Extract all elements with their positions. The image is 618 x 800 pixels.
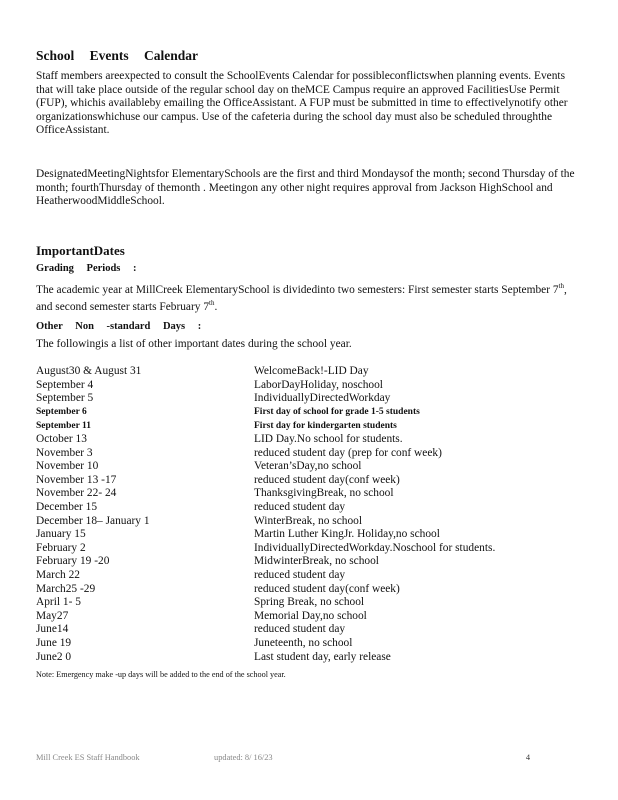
date-cell: June2 0 [36, 650, 72, 663]
date-cell: August30 & August 31 [36, 365, 142, 378]
event-cell: LaborDayHoliday, noschool [254, 378, 383, 391]
date-cell: March 22 [36, 569, 80, 582]
date-row [36, 555, 584, 569]
date-row [36, 542, 584, 556]
other-days-text: The followingis a list of other important dates during the school year. [36, 337, 352, 350]
event-cell: reduced student day (prep for conf week) [254, 446, 442, 459]
date-cell: November 13 -17 [36, 473, 117, 486]
date-cell: September 4 [36, 378, 94, 391]
note: Note: Emergency make -up days will be added to the end of the school year. [36, 670, 286, 680]
date-row [36, 487, 584, 501]
date-row [36, 365, 584, 379]
event-cell: LID Day.No school for students. [254, 433, 403, 446]
date-cell: September 5 [36, 392, 94, 405]
date-row [36, 528, 584, 542]
event-cell: MidwinterBreak, no school [254, 555, 379, 568]
date-cell: April 1- 5 [36, 596, 81, 609]
date-row [36, 623, 584, 637]
date-cell: November 10 [36, 460, 99, 473]
event-cell: reduced student day [254, 569, 346, 582]
date-row [36, 501, 584, 515]
event-cell: First day of school for grade 1-5 students [254, 406, 420, 417]
date-row [36, 651, 584, 665]
date-row [36, 515, 584, 529]
event-cell: Last student day, early release [254, 650, 391, 663]
footer-page-number: 4 [525, 753, 530, 762]
calendar-paragraph-1: Staff members areexpected to consult the SchoolEvents Calendar for possibleconflictswhen planning events. Events that will take place outside of the regular school day on theMCE Campus require an approved FacilitiesUse Permit (FUP), whichis availableby emailing the OfficeAssistant. A FUP must be submitted in time to effectivelynotify other organizationswhichuse our campus. Use of the cafeteria during the school day must also be scheduled throughthe OfficeAssistant. [36, 70, 568, 137]
date-row [36, 569, 584, 583]
document-page [36, 48, 584, 679]
footer-handbook-title: Mill Creek ES Staff Handbook [36, 753, 140, 762]
other-days-heading: Other Non -standard Days : [36, 320, 202, 332]
date-cell: December 18– January 1 [36, 514, 150, 527]
event-cell: Memorial Day,no school [254, 609, 367, 622]
date-cell: December 15 [36, 501, 98, 514]
date-row [36, 583, 584, 597]
date-cell: September 11 [36, 420, 91, 431]
date-row [36, 610, 584, 624]
event-cell: IndividuallyDirectedWorkday [254, 392, 391, 405]
date-cell: February 19 -20 [36, 555, 110, 568]
date-row [36, 392, 584, 406]
event-cell: Martin Luther KingJr. Holiday,no school [254, 528, 440, 541]
dates-list [36, 365, 584, 664]
date-row [36, 447, 584, 461]
date-cell: November 3 [36, 446, 93, 459]
date-cell: February 2 [36, 541, 86, 554]
event-cell: Spring Break, no school [254, 596, 365, 609]
event-cell: reduced student day(conf week) [254, 473, 400, 486]
date-row [36, 637, 584, 651]
date-row [36, 379, 584, 393]
event-cell: reduced student day(conf week) [254, 582, 400, 595]
date-cell: May27 [36, 609, 69, 622]
date-cell: June 19 [36, 637, 72, 649]
date-cell: January 15 [36, 528, 86, 541]
event-cell: Juneteenth, no school [254, 637, 353, 649]
date-cell: September 6 [36, 406, 87, 417]
calendar-paragraph-2: DesignatedMeetingNightsfor ElementarySchools are the first and third Mondaysof the month; second Thursday of the month; fourthThursday of themonth . Meetingon any other night requires approval from Jackson HighSchool and HeatherwoodMiddleSchool. [36, 167, 575, 208]
date-row [36, 406, 584, 420]
date-cell: October 13 [36, 433, 87, 446]
date-cell: November 22- 24 [36, 487, 117, 500]
date-row [36, 420, 584, 434]
date-row [36, 433, 584, 447]
event-cell: WinterBreak, no school [254, 514, 363, 527]
calendar-heading: School Events Calendar [36, 48, 199, 63]
event-cell: ThanksgivingBreak, no school [254, 487, 394, 500]
event-cell: reduced student day [254, 501, 346, 514]
event-cell: reduced student day [254, 623, 346, 636]
date-row [36, 460, 584, 474]
event-cell: Veteran’sDay,no school [254, 460, 362, 473]
date-cell: June14 [36, 623, 69, 636]
date-row [36, 474, 584, 488]
grading-periods-text: The academic year at MillCreek ElementarySchool is dividedinto two semesters: First semester starts September 7th, and second semester starts February 7th. [36, 281, 567, 313]
date-row [36, 596, 584, 610]
footer-updated-date: updated: 8/ 16/23 [214, 753, 273, 762]
event-cell: First day for kindergarten students [254, 420, 397, 431]
event-cell: IndividuallyDirectedWorkday.Noschool for students. [254, 541, 496, 554]
event-cell: WelcomeBack!-LID Day [254, 365, 369, 378]
date-cell: March25 -29 [36, 582, 96, 595]
grading-periods-heading: Grading Periods : [36, 262, 137, 274]
important-dates-heading: ImportantDates [36, 242, 125, 258]
